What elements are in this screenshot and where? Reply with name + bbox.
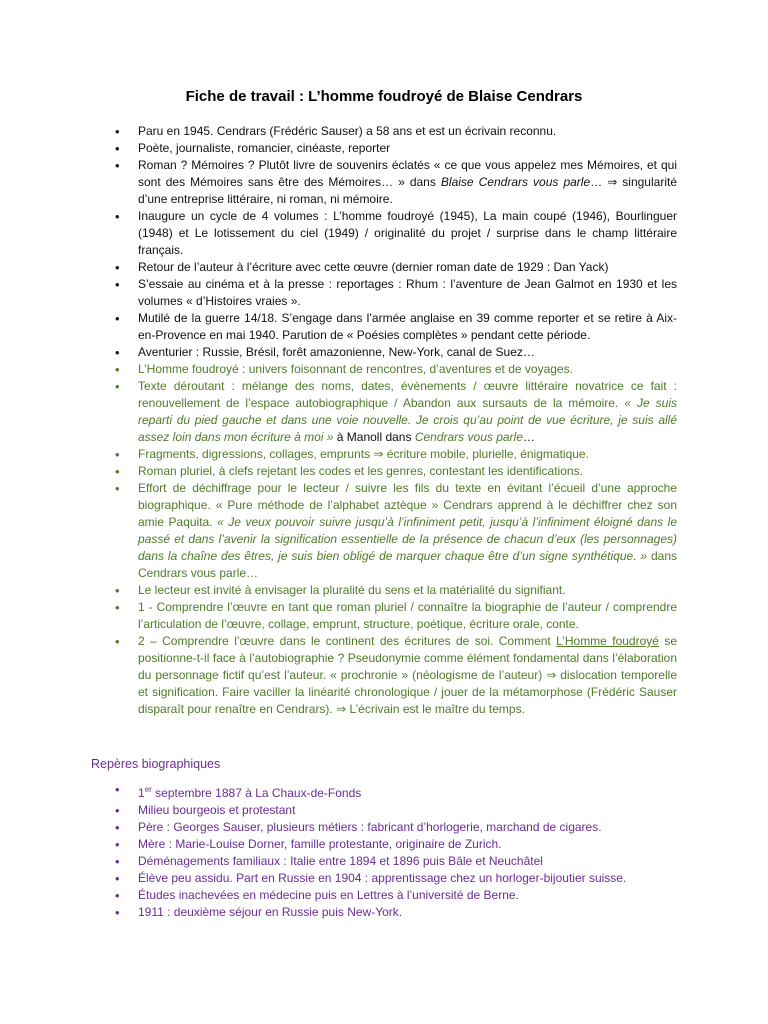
- list-item: • 1 - Comprendre l’œuvre en tant que roman pluriel / connaître la biographie de l’auteur / comprendre l’articulation de l’œuvre, collage, emprunt, structure, poétique, écriture orale, conte.: [115, 599, 677, 633]
- list-item: • Retour de l’auteur à l’écriture avec cette œuvre (dernier roman date de 1929 : Dan Yack): [115, 259, 677, 276]
- list-item: • Effort de déchiffrage pour le lecteur / suivre les fils du texte en évitant l’écueil d’une approche biographique. « Pure méthode de l’alphabet aztèque » Cendrars apprend à le déchiffrer chez son amie Paquita. « Je veux pouvoir suivre jusqu’à l’infiniment petit, jusqu’à l’infiniment éloigné dans le passé et dans l’avenir la signification essentielle de la présence de chacun d’eux (les personnages) dans la chaîne des êtres, je suis bien obligé de marquer chaque être d’un signe synthétique. » dans Cendrars vous parle…: [115, 480, 677, 582]
- list-item: • Aventurier : Russie, Brésil, forêt amazonienne, New-York, canal de Suez…: [115, 344, 677, 361]
- list-item: • Paru en 1945. Cendrars (Frédéric Sauser) a 58 ans et est un écrivain reconnu.: [115, 123, 677, 140]
- quote: « Je veux pouvoir suivre jusqu’à l’infiniment petit, jusqu’à l’infiniment éloigné dans le passé et dans l’avenir la signification essentielle de la présence de chacun d’eux (les personnages) dans la chaîne des êtres, je suis bien obligé de marquer chaque être d’un signe synthétique. »: [138, 515, 677, 563]
- main-list: [115, 123, 677, 718]
- list-item: • Roman ? Mémoires ? Plutôt livre de souvenirs éclatés « ce que vous appelez mes Mémoires, et qui sont des Mémoires sans être des Mémoires… » dans Blaise Cendrars vous parle… ⇒ singularité d’une entreprise littéraire, ni roman, ni mémoire.: [115, 157, 677, 208]
- list-item: • 1er septembre 1887 à La Chaux-de-Fonds: [115, 781, 677, 802]
- bio-list: [115, 781, 677, 921]
- list-item: • Élève peu assidu. Part en Russie en 1904 : apprentissage chez un horloger-bijoutier suisse.: [115, 870, 677, 887]
- list-item: • L’Homme foudroyé : univers foisonnant de rencontres, d’aventures et de voyages.: [115, 361, 677, 378]
- list-item: • Père : Georges Sauser, plusieurs métiers : fabricant d’horlogerie, marchand de cigares.: [115, 819, 677, 836]
- list-item: • Études inachevées en médecine puis en Lettres à l’université de Berne.: [115, 887, 677, 904]
- list-item: • Roman pluriel, à clefs rejetant les codes et les genres, contestant les identifications.: [115, 463, 677, 480]
- list-item: • Milieu bourgeois et protestant: [115, 802, 677, 819]
- list-item: • Inaugure un cycle de 4 volumes : L’homme foudroyé (1945), La main coupé (1946), Bourlinguer (1948) et Le lotissement du ciel (1949) / originalité du projet / surprise dans le champ littéraire français.: [115, 208, 677, 259]
- book-title: L’Homme foudroyé: [556, 634, 659, 648]
- book-title: Cendrars vous parle: [414, 430, 523, 444]
- list-item: • 2 – Comprendre l’œuvre dans le continent des écritures de soi. Comment L’Homme foudroyé se positionne-t-il face à l’autobiographie ? Pseudonymie comme élément fondamental dans l’élaboration du personnage fictif qu’est l’auteur. « prochronie » (néologisme de l’auteur) ⇒ dislocation temporelle et signification. Faire vaciller la linéarité chronologique / jouer de la métamorphose (Frédéric Sauser disparaît pour renaître en Cendrars). ⇒ L’écrivain est le maître du temps.: [115, 633, 677, 718]
- list-item: • Fragments, digressions, collages, emprunts ⇒ écriture mobile, plurielle, énigmatique.: [115, 446, 677, 463]
- list-item: • Texte déroutant : mélange des noms, dates, évènements / œuvre littéraire novatrice ce fait : renouvellement de l’espace autobiographique / Abandon aux sursauts de la mémoire. « Je suis reparti du pied gauche et dans une voie nouvelle. Je crois qu’au point de vue écriture, je suis allé assez loin dans mon écriture à moi » à Manoll dans Cendrars vous parle…: [115, 378, 677, 446]
- list-item: • 1911 : deuxième séjour en Russie puis New-York.: [115, 904, 677, 921]
- book-title: Blaise Cendrars vous parle: [440, 175, 591, 189]
- list-item: • Le lecteur est invité à envisager la pluralité du sens et la matérialité du signifiant.: [115, 582, 677, 599]
- page-title: Fiche de travail : L’homme foudroyé de Blaise Cendrars: [185, 88, 583, 105]
- list-item: • Mère : Marie-Louise Dorner, famille protestante, originaire de Zurich.: [115, 836, 677, 853]
- list-item: • Mutilé de la guerre 14/18. S’engage dans l’armée anglaise en 39 comme reporter et se retire à Aix-en-Provence en mai 1940. Parution de « Poésies complètes » pendant cette période.: [115, 310, 677, 344]
- quote: « Je suis reparti du pied gauche et dans une voie nouvelle. Je crois qu’au point de vue écriture, je suis allé assez loin dans mon écriture à moi »: [138, 396, 678, 444]
- list-item: • Déménagements familiaux : Italie entre 1894 et 1896 puis Bâle et Neuchâtel: [115, 853, 677, 870]
- list-item: • Poète, journaliste, romancier, cinéaste, reporter: [115, 140, 677, 157]
- list-item: • S’essaie au cinéma et à la presse : reportages : Rhum : l’aventure de Jean Galmot en 1930 et les volumes « d’Histoires vraies ».: [115, 276, 677, 310]
- section-heading-bio: Repères biographiques: [91, 757, 221, 771]
